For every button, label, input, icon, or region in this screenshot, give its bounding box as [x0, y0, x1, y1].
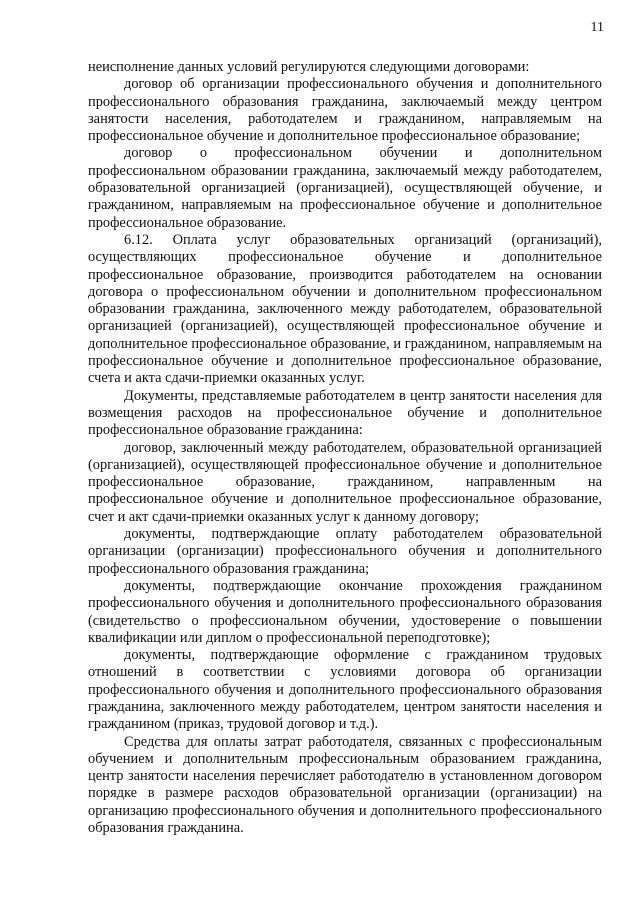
paragraph-training-organization-contract: договор об организации профессионального обучения и дополнительного профессионального образования гражданина, заключаемый между центром занятости населения, работодателем и гражданином, направляемым на профессиональное обучение и дополнительное профессиональное образование; [88, 76, 602, 145]
paragraph-document-completion: документы, подтверждающие окончание прохождения гражданином профессионального обучения и дополнительного профессионального образования (свидетельство о профессиональном обучении, удостоверение о повышении квалификации или диплом о профессиональной переподготовке); [88, 577, 602, 646]
page-number: 11 [590, 20, 604, 35]
paragraph-training-contract: договор о профессиональном обучении и дополнительном профессиональном образовании гражданина, заключаемый между работодателем, образовательной организацией (организацией), осуществляющей обучение, и гражданином, направляемым на профессиональное обучение и дополнительное профессиональное образование. [88, 145, 602, 231]
paragraph-continuation: неисполнение данных условий регулируются следующими договорами: [88, 59, 530, 75]
paragraph-funds-transfer: Средства для оплаты затрат работодателя, связанных с профессиональным обучением и дополнительным профессиональным образованием гражданина, центр занятости населения перечисляет работодателю в установленном договором порядке в размере расходов образовательной организации (организации) на организацию профессионального обучения и дополнительного профессионального образования гражданина. [88, 733, 602, 837]
paragraph-documents-list-intro: Документы, представляемые работодателем в центр занятости населения для возмещения расходов на профессиональное обучение и дополнительное профессиональное образование гражданина: [88, 387, 602, 439]
paragraph-document-contract: договор, заключенный между работодателем, образовательной организацией (организацией), осуществляющей профессиональное обучение и дополнительное профессиональное образование, гражданином, направленным на профессиональное обучение и дополнительное профессиональное образование, счет и акт сдачи-приемки оказанных услуг к данному договору; [88, 439, 602, 525]
document-body [88, 59, 602, 837]
paragraph-document-employment: документы, подтверждающие оформление с гражданином трудовых отношений в соответствии с условиями договора об организации профессионального обучения и дополнительного профессионального образования гражданина, заключенного между работодателем, центром занятости населения и гражданином (приказ, трудовой договор и т.д.). [88, 647, 602, 733]
paragraph-document-payment: документы, подтверждающие оплату работодателем образовательной организации (организации) профессионального обучения и дополнительного профессионального образования гражданина; [88, 526, 602, 577]
paragraph-section-6-12: 6.12. Оплата услуг образовательных организаций (организаций), осуществляющих профессиональное обучение и дополнительное профессиональное образование, производится работодателем на основании договора о профессиональном обучении и дополнительном профессиональном образовании гражданина, заключенного между работодателем, образовательной организацией (организацией), осуществляющей профессиональное обучение и дополнительное профессиональное образование, и гражданином, направляемым на профессиональное обучение и дополнительное профессиональное образование, счета и акта сдачи-приемки оказанных услуг. [88, 231, 602, 387]
